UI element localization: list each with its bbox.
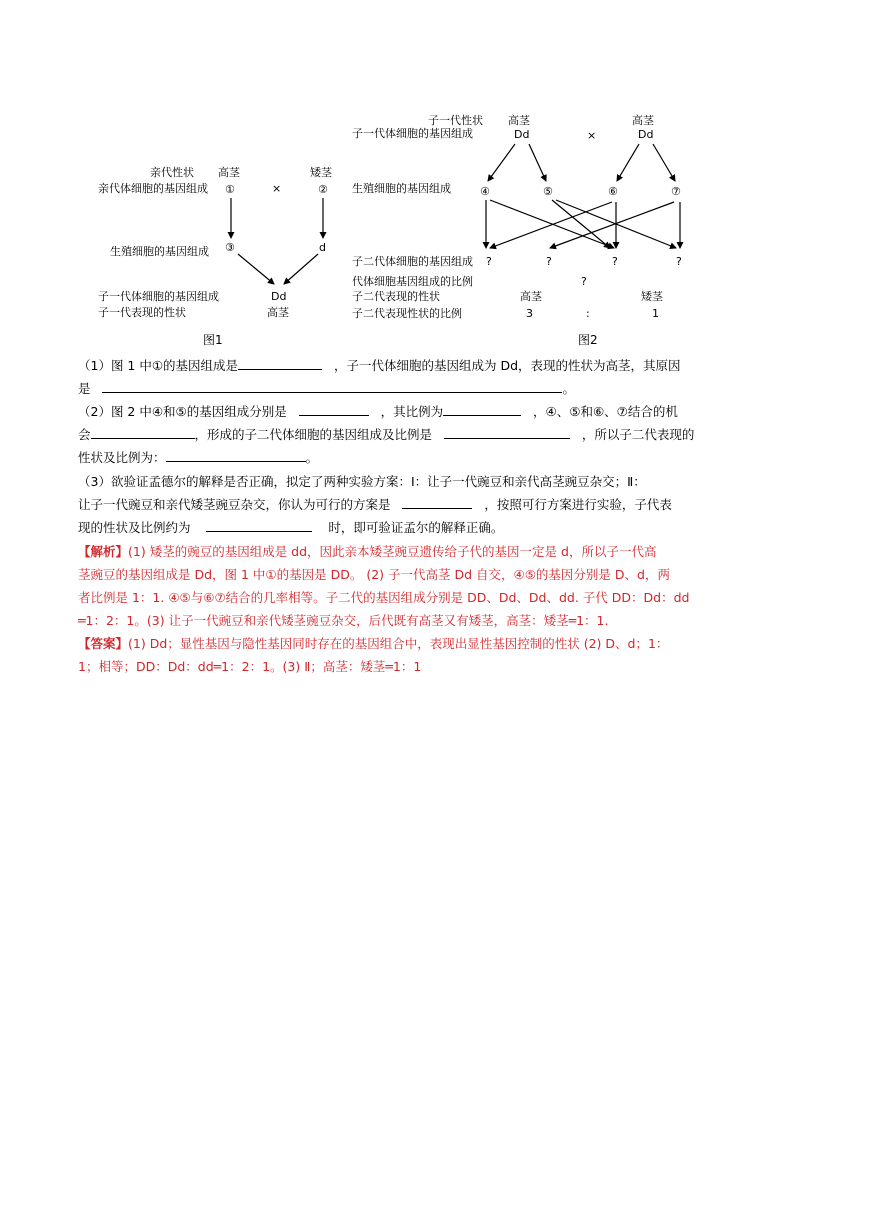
fig2-q-2: ?	[546, 255, 552, 268]
fig2-row-f1-genotype: 子一代体细胞的基因组成	[352, 127, 473, 140]
q3-text-a: （3）欲验证孟德尔的解释是否正确，拟定了两种实验方案：Ⅰ：让子一代豌豆和亲代高茎豌豆杂交；Ⅱ：	[78, 474, 646, 489]
fig2-row-f2-ratio: 子二代表现性状的比例	[352, 307, 462, 320]
fig2-ratio-colon: :	[586, 307, 590, 320]
fig2-arrow-dd-right-7	[653, 144, 675, 181]
fig1-caption: 图1	[203, 333, 223, 347]
answer-tag: 【答案】	[78, 636, 129, 651]
fig2-dd-right: Dd	[638, 128, 654, 141]
analysis-line-1: (1) 矮茎的豌豆的基因组成是 dd，因此亲本矮茎豌豆遗传给子代的基因一定是 d，所以子一代高	[128, 544, 657, 559]
analysis-line-4: ═1：2：1。(3) 让子一代豌豆和亲代矮茎豌豆杂交，后代既有高茎又有矮茎，高茎：矮茎═1：1.	[78, 613, 609, 628]
q3-text-c: ，按照可行方案进行实验，子代表	[484, 497, 672, 512]
fig2-q-ratio: ?	[581, 275, 587, 288]
fig1-row-gamete: 生殖细胞的基因组成	[110, 245, 209, 258]
q2-blank-5[interactable]	[166, 449, 306, 462]
fig2-ratio-short: 1	[652, 307, 659, 320]
fig2-circle-7: ⑦	[671, 185, 681, 198]
fig1-circle-1: ①	[225, 183, 235, 196]
fig2-f2-short: 矮茎	[641, 290, 663, 303]
fig1-circle-2: ②	[318, 183, 328, 196]
fig2-q-4: ?	[676, 255, 682, 268]
q2-text-end: 。	[305, 450, 319, 465]
fig2-cross: ×	[587, 129, 597, 142]
fig1-cross: ×	[272, 182, 282, 195]
q2-text-f: ，所以子二代表现的	[581, 427, 695, 442]
fig2-circle-5: ⑤	[543, 185, 553, 198]
fig2-ratio-tall: 3	[526, 307, 533, 320]
fig2-tall-left: 高茎	[508, 114, 530, 127]
fig1-circle-3: ③	[225, 241, 235, 254]
fig2-cross-arrow-5a	[552, 200, 610, 248]
fig1-arrow-right-join	[284, 254, 318, 284]
analysis-block	[78, 540, 790, 632]
analysis-line-3: 者比例是 1：1. ④⑤与⑥⑦结合的几率相等。子二代的基因组成分别是 DD、Dd、Dd、dd. 子代 DD：Dd：dd	[78, 590, 690, 605]
question-1	[78, 354, 790, 400]
fig2-row-gamete: 生殖细胞的基因组成	[352, 182, 451, 195]
q1-blank-2[interactable]	[102, 380, 562, 393]
fig1-row-parent-trait: 亲代性状	[150, 166, 194, 179]
analysis-line-2: 茎豌豆的基因组成是 Dd，图 1 中①的基因是 DD。 (2) 子一代高茎 Dd 自交，④⑤的基因分别是 D、d，两	[78, 567, 670, 582]
q2-text-a: （2）图 2 中④和⑤的基因组成分别是	[78, 404, 287, 419]
q1-blank-1[interactable]	[238, 357, 322, 370]
fig1-gamete-d: d	[319, 241, 326, 254]
fig2-q-1: ?	[486, 255, 492, 268]
q2-blank-4[interactable]	[444, 426, 570, 439]
q1-text-a: （1）图 1 中①的基因组成是	[78, 358, 239, 373]
q2-text-c: ，④、⑤和⑥、⑦结合的机	[533, 404, 678, 419]
fig2-cross-arrow-7a	[550, 202, 674, 248]
figure-2	[352, 113, 682, 347]
fig2-f2-tall: 高茎	[520, 290, 542, 303]
q1-text-c: 是	[78, 381, 91, 396]
answer-line-1: (1) Dd；显性基因与隐性基因同时存在的基因组合中，表现出显性基因控制的性状 (2) D、d；1：	[128, 636, 669, 651]
fig2-circle-4: ④	[480, 185, 490, 198]
genetics-figure	[90, 108, 710, 353]
fig1-f1-genotype: Dd	[271, 290, 287, 303]
fig2-tall-right: 高茎	[632, 114, 654, 127]
fig1-arrow-left-join	[238, 254, 274, 284]
fig1-row-f1-genotype: 子一代体细胞的基因组成	[98, 290, 219, 303]
fig2-row-ratio-genotype: 代体细胞基因组成的比例	[352, 275, 473, 288]
answer-block	[78, 632, 790, 678]
q3-blank-1[interactable]	[402, 496, 472, 509]
q3-blank-2[interactable]	[206, 519, 312, 532]
question-3	[78, 470, 790, 539]
fig2-row-f2-trait: 子二代表现的性状	[352, 290, 440, 303]
fig2-cross-arrow-6a	[490, 202, 612, 248]
fig1-row-parent-genotype: 亲代体细胞的基因组成	[98, 182, 208, 195]
q2-blank-1[interactable]	[299, 403, 369, 416]
fig2-dd-left: Dd	[514, 128, 530, 141]
q2-text-g: 性状及比例为：	[78, 450, 166, 465]
q1-text-b: ，子一代体细胞的基因组成为 Dd，表现的性状为高茎，其原因	[333, 358, 681, 373]
figure-1	[98, 165, 333, 347]
q3-text-d: 现的性状及比例约为	[78, 520, 191, 535]
fig1-tall-label: 高茎	[218, 166, 240, 179]
fig2-q-3: ?	[612, 255, 618, 268]
fig1-f1-trait: 高茎	[267, 306, 289, 319]
fig2-caption: 图2	[578, 333, 598, 347]
q2-text-b: ，其比例为	[380, 404, 444, 419]
q2-text-d: 会	[78, 427, 91, 442]
q3-text-e: 时，即可验证孟尔的解释正确。	[328, 520, 504, 535]
q1-text-end: 。	[562, 381, 575, 396]
answer-line-2: 1；相等；DD：Dd：dd═1：2：1。(3) Ⅱ；高茎：矮茎═1：1	[78, 659, 422, 674]
fig2-arrow-dd-left-4	[488, 144, 515, 181]
fig1-short-label: 矮茎	[310, 166, 332, 179]
fig2-row-f2-genotype: 子二代体细胞的基因组成	[352, 255, 473, 268]
question-2	[78, 400, 790, 469]
q3-text-b: 让子一代豌豆和亲代矮茎豌豆杂交，你认为可行的方案是	[78, 497, 391, 512]
fig2-row-f1-trait: 子一代性状	[428, 114, 483, 127]
q2-blank-2[interactable]	[443, 403, 521, 416]
fig2-arrow-dd-left-5	[529, 144, 546, 181]
q2-text-e: ，形成的子二代体细胞的基因组成及比例是	[194, 427, 433, 442]
fig2-arrow-dd-right-6	[617, 144, 639, 181]
analysis-tag: 【解析】	[78, 544, 129, 559]
fig1-row-f1-trait: 子一代表现的性状	[98, 306, 186, 319]
fig2-circle-6: ⑥	[608, 185, 618, 198]
q2-blank-3[interactable]	[91, 426, 195, 439]
